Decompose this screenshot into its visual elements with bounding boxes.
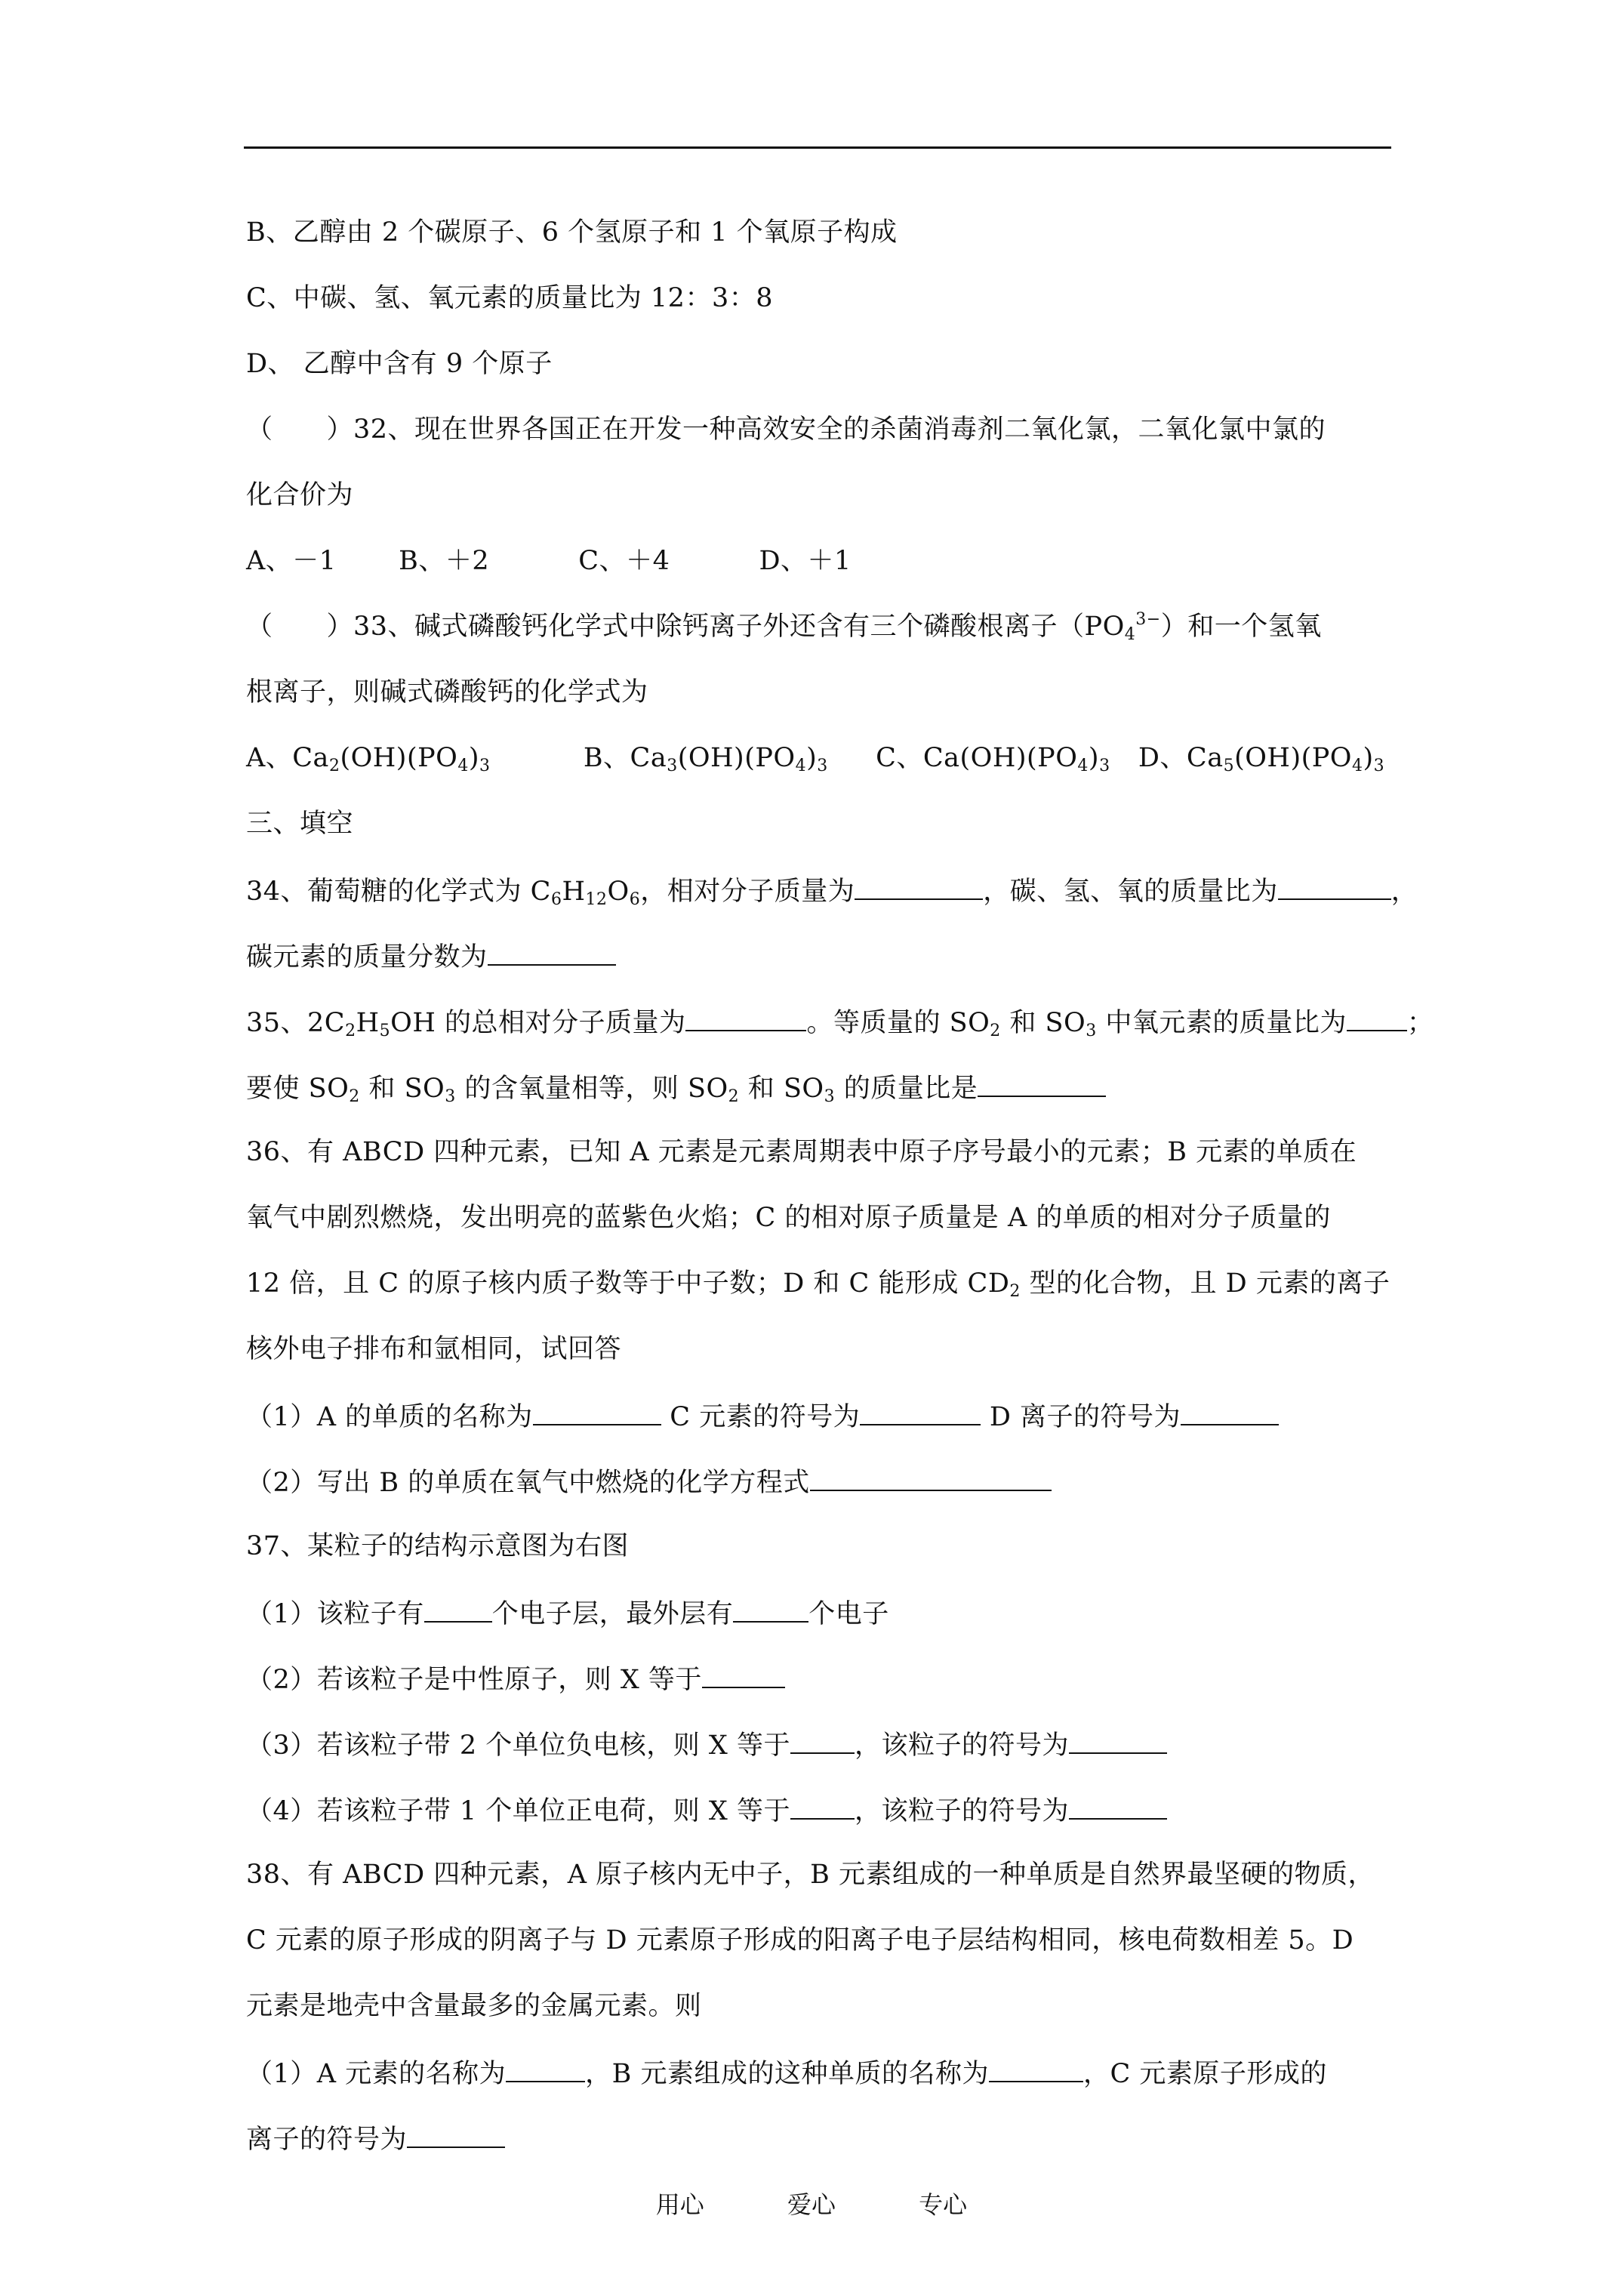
question-38-line1: 38、有 ABCD 四种元素，A 原子核内无中子，B 元素组成的一种单质是自然界最坚硬的物质，: [246, 1860, 1375, 1890]
question-37-line1: 37、某粒子的结构示意图为右图: [246, 1531, 630, 1561]
answer-blank[interactable]: [810, 1464, 1052, 1491]
question-37-part1: （1）该粒子有 个电子层，最外层有 个电子: [246, 1595, 889, 1631]
answer-blank[interactable]: [989, 2055, 1083, 2082]
q33-option-b: B、$Ca_3(OH)(PO_4)_3$: [583, 743, 828, 775]
q33-sub4: 4: [1124, 625, 1136, 644]
question-37-part2: （2）若该粒子是中性原子，则 X 等于: [246, 1661, 785, 1697]
question-33-line2: 根离子，则碱式磷酸钙的化学式为: [246, 677, 648, 707]
question-37-part4: （4）若该粒子带 1 个单位正电荷，则 X 等于 ，该粒子的符号为: [246, 1792, 1167, 1828]
question-32-line1: （ ）32、现在世界各国正在开发一种高效安全的杀菌消毒剂二氧化氯，二氧化氯中氯的: [246, 415, 1326, 445]
footer-word-2: 爱心: [787, 2190, 836, 2219]
question-36-line1: 36、有 ABCD 四种元素，已知 A 元素是元素周期表中原子序号最小的元素；B 元素的单质在: [246, 1137, 1357, 1167]
question-36-part2: （2）写出 B 的单质在氧气中燃烧的化学方程式: [246, 1464, 1052, 1499]
question-35-line1: 35、$2C_2H_5OH$ 的总相对分子质量为 。等质量的 $SO_2$ 和 $SO_3$ 中氧元素的质量比为 ；: [246, 1004, 1434, 1040]
section-heading-fill: 三、填空: [246, 809, 354, 839]
answer-blank[interactable]: [790, 1792, 855, 1820]
header-rule: [244, 146, 1391, 149]
answer-blank[interactable]: [1069, 1727, 1167, 1754]
answer-blank[interactable]: [860, 1398, 981, 1425]
question-38-line3: 元素是地壳中含量最多的金属元素。则: [246, 1991, 702, 2021]
q33-sup-charge: 3−: [1135, 610, 1161, 629]
option-b-line: B、乙醇由 2 个碳原子、6 个氢原子和 1 个氧原子构成: [246, 217, 898, 248]
question-37-part3: （3）若该粒子带 2 个单位负电核，则 X 等于 ，该粒子的符号为: [246, 1727, 1167, 1762]
answer-blank[interactable]: [1347, 1004, 1407, 1031]
question-32-options: A、－1 B、＋2 C、＋4 D、＋1: [246, 546, 852, 576]
answer-blank[interactable]: [978, 1070, 1106, 1097]
answer-blank[interactable]: [1069, 1792, 1167, 1820]
question-38-part1: （1）A 元素的名称为 ，B 元素组成的这种单质的名称为 ，C 元素原子形成的: [246, 2055, 1327, 2091]
answer-blank[interactable]: [488, 938, 616, 966]
answer-blank[interactable]: [506, 2055, 585, 2082]
answer-blank[interactable]: [407, 2121, 505, 2148]
q33-option-a: A、$Ca_2(OH)(PO_4)_3$: [246, 743, 491, 775]
answer-blank[interactable]: [702, 1661, 785, 1688]
question-36-part1: （1）A 的单质的名称为 C 元素的符号为 D 离子的符号为: [246, 1398, 1279, 1434]
question-34-line1: 34、葡萄糖的化学式为 $C_6H_{12}O_6$，相对分子质量为 ，碳、氢、氧的质量比为 ，: [246, 873, 1418, 908]
q33-text-b: ）和一个氢氧: [1160, 612, 1322, 642]
answer-blank[interactable]: [790, 1727, 855, 1754]
question-36-line4: 核外电子排布和氩相同，试回答: [246, 1334, 622, 1364]
question-32-line2: 化合价为: [246, 480, 354, 510]
answer-blank[interactable]: [685, 1004, 806, 1031]
option-d-line: D、 乙醇中含有 9 个原子: [246, 349, 553, 379]
question-36-line2: 氧气中剧烈燃烧，发出明亮的蓝紫色火焰；C 的相对原子质量是 A 的单质的相对分子质量的: [246, 1203, 1331, 1233]
answer-blank[interactable]: [1181, 1398, 1279, 1425]
answer-blank[interactable]: [533, 1398, 661, 1425]
footer-word-3: 专心: [919, 2190, 968, 2219]
answer-blank[interactable]: [1278, 873, 1391, 900]
question-36-line3: 12 倍，且 C 的原子核内质子数等于中子数；D 和 C 能形成 $CD_2$ 型的化合物，且 D 元素的离子: [246, 1268, 1390, 1301]
option-c-line: C、中碳、氢、氧元素的质量比为 12：3：8: [246, 283, 773, 313]
q33-option-d: D、$Ca_5(OH)(PO_4)_3$: [1138, 743, 1385, 775]
question-34-line2: 碳元素的质量分数为: [246, 938, 616, 974]
answer-blank[interactable]: [424, 1595, 492, 1623]
question-33-options: [246, 741, 1384, 775]
q33-text-a: （ ）33、碱式磷酸钙化学式中除钙离子外还含有三个磷酸根离子（PO: [246, 612, 1125, 642]
question-38-part1-cont: 离子的符号为: [246, 2121, 505, 2156]
answer-blank[interactable]: [733, 1595, 808, 1623]
footer-word-1: 用心: [655, 2190, 704, 2219]
question-35-line2: 要使 $SO_2$ 和 $SO_3$ 的含氧量相等，则 $SO_2$ 和 $SO_3$ 的质量比是: [246, 1070, 1106, 1105]
question-33-line1: [246, 610, 1322, 643]
page-footer: [0, 2186, 1623, 2220]
q33-option-c: C、$Ca(OH)(PO_4)_3$: [876, 743, 1110, 775]
question-38-line2: C 元素的原子形成的阴离子与 D 元素原子形成的阳离子电子层结构相同，核电荷数相差 5。D: [246, 1925, 1354, 1955]
answer-blank[interactable]: [855, 873, 983, 900]
